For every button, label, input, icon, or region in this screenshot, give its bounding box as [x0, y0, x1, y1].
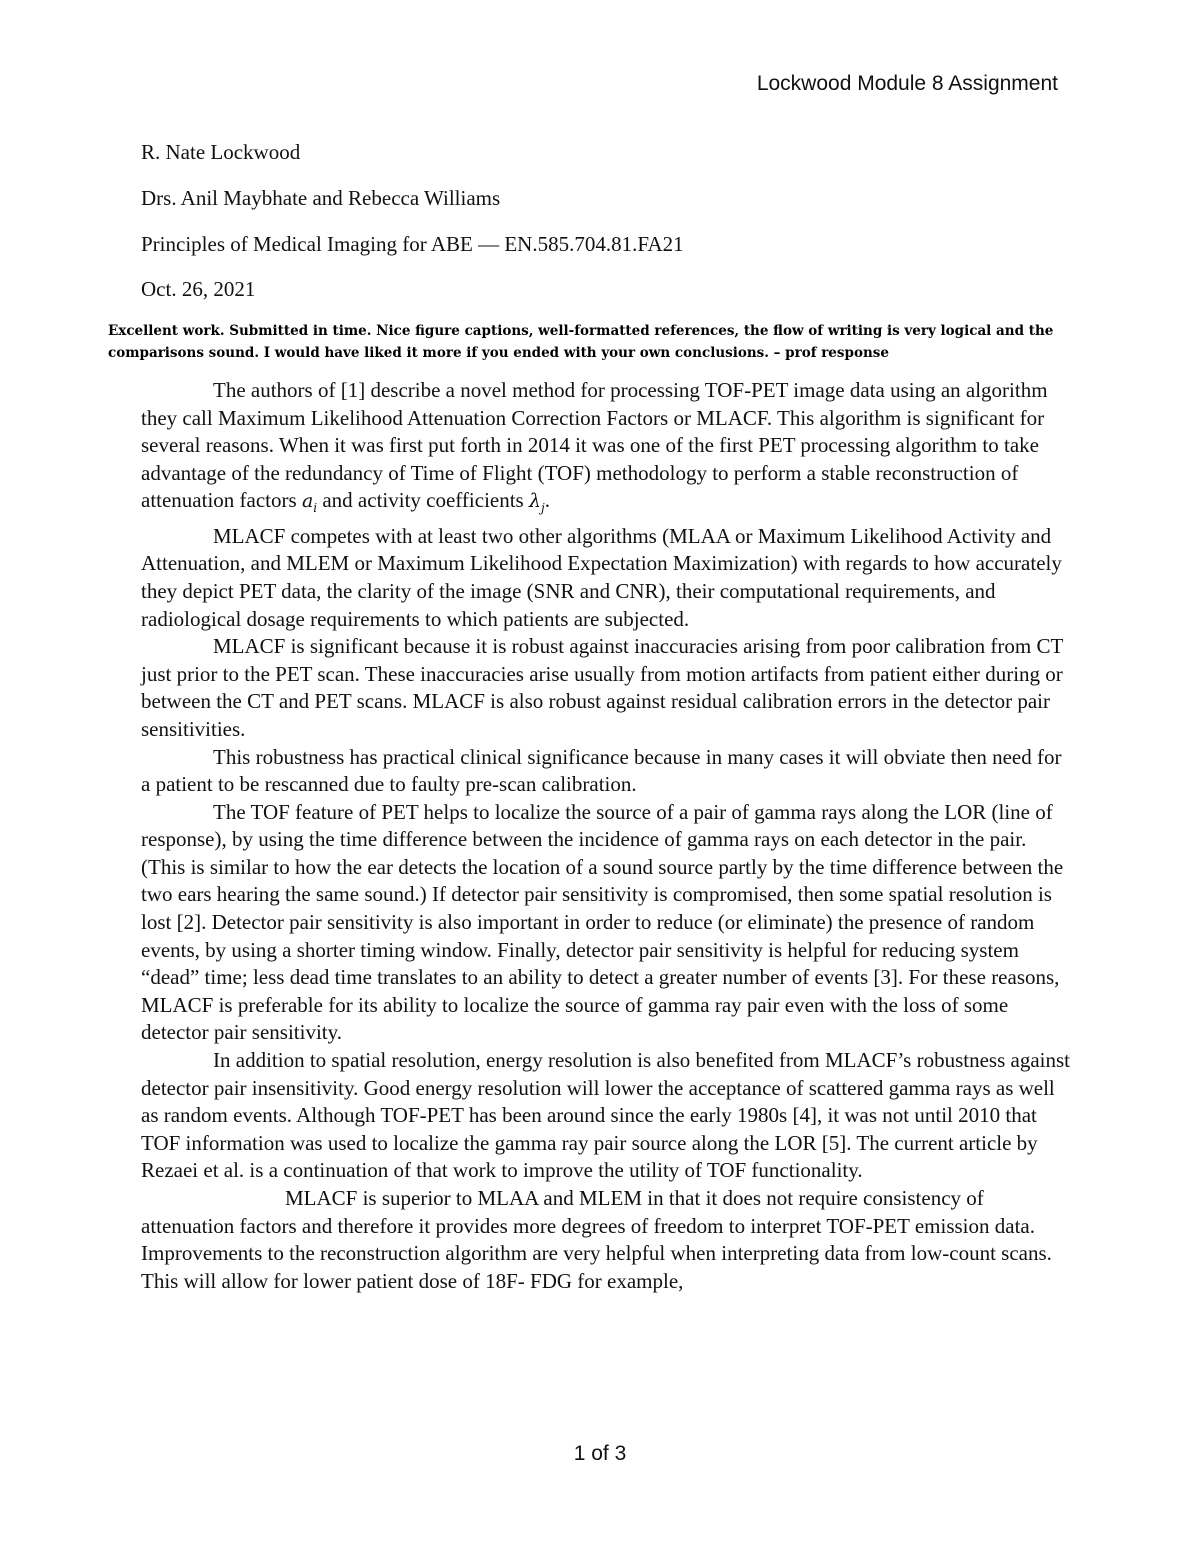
paragraph-4: This robustness has practical clinical significance because in many cases it will obviate then need for a patient to be rescanned due to faulty pre-scan calibration.	[141, 744, 1062, 797]
paragraph-5: The TOF feature of PET helps to localize the source of a pair of gamma rays along the LOR (line of response), by using the time difference between the incidence of gamma rays on each detector in the pair. (This is similar to how the ear detects the location of a sound source partly by the time difference between the two ears hearing the same sound.) If detector pair sensitivity is compromised, then some spatial resolution is lost [2]. Detector pair sensitivity is also important in order to reduce (or eliminate) the presence of random events, by using a shorter timing window. Finally, detector pair sensitivity is helpful for reducing system “dead” time; less dead time translates to an ability to detect a greater number of events [3]. For these reasons, MLACF is preferable for its ability to localize the source of gamma ray pair even with the loss of some detector pair sensitivity.	[141, 799, 1064, 1045]
paragraph-6: In addition to spatial resolution, energy resolution is also benefited from MLACF’s robustness against detector pair insensitivity. Good energy resolution will lower the acceptance of scattered gamma rays as well as random events. Although TOF-PET has been around since the early 1980s [4], it was not until 2010 that TOF information was used to localize the gamma ray pair source along the LOR [5]. The current article by Rezaei et al. is a continuation of that work to improve the utility of TOF functionality.	[141, 1048, 1070, 1183]
activity-coefficient-symbol: $\lambda_j$	[528, 490, 545, 516]
paragraph-1-conjunction: and activity coefficients	[322, 488, 524, 513]
essay-body	[141, 377, 1071, 1295]
paragraph-3: MLACF is significant because it is robust against inaccuracies arising from poor calibration from CT just prior to the PET scan. These inaccuracies arise usually from motion artifacts from patient either during or between the CT and PET scans. MLACF is also robust against residual calibration errors in the detector pair sensitivities.	[141, 634, 1063, 741]
instructor-feedback: Excellent work. Submitted in time. Nice figure captions, well-formatted references, the flow of writing is very logical and the comparisons sound. I would have liked it more if you ended with your own conclusions. – prof response	[108, 323, 1054, 361]
paragraph-1-text: The authors of [1] describe a novel method for processing TOF-PET image data using an algorithm they call Maximum Likelihood Attenuation Correction Factors or MLACF. This algorithm is significant for several reasons. When it was first put forth in 2014 it was one of the first PET processing algorithm to take advantage of the redundancy of Time of Flight (TOF) methodology to perform a stable reconstruction of attenuation factors	[141, 378, 1048, 513]
attenuation-factor-symbol: $a_i$	[301, 490, 318, 516]
paragraph-1	[141, 377, 1071, 523]
course-title: Principles of Medical Imaging for ABE — EN.585.704.81.FA21	[141, 232, 684, 256]
paragraph-7: MLACF is superior to MLAA and MLEM in that it does not require consistency of attenuation factors and therefore it provides more degrees of freedom to interpret TOF-PET emission data. Improvements to the reconstruction algorithm are very helpful when interpreting data from low-count scans. This will allow for lower patient dose of 18F- FDG for example,	[141, 1186, 1052, 1293]
author-name: R. Nate Lockwood	[141, 140, 301, 164]
paragraph-2: MLACF competes with at least two other algorithms (MLAA or Maximum Likelihood Activity and Attenuation, and MLEM or Maximum Likelihood Expectation Maximization) with regards to how accurately they depict PET data, the clarity of the image (SNR and CNR), their computational requirements, and radiological dosage requirements to which patients are subjected.	[141, 523, 1062, 631]
submission-date: Oct. 26, 2021	[141, 277, 256, 301]
page-number: 1 of 3	[573, 1442, 627, 1465]
paragraph-1-end: .	[544, 488, 551, 513]
instructors: Drs. Anil Maybhate and Rebecca Williams	[141, 186, 501, 210]
running-header: Lockwood Module 8 Assignment	[756, 72, 1058, 95]
